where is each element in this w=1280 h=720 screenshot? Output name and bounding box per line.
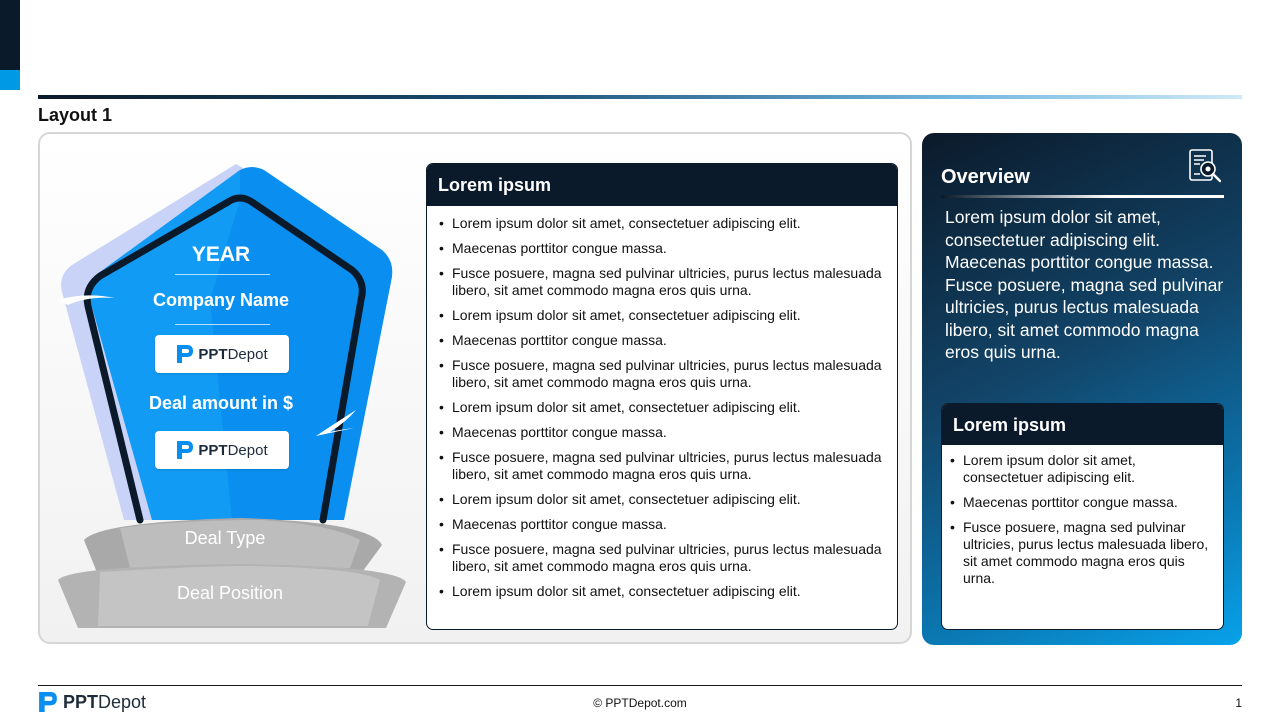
list-item: • Fusce posuere, magna sed pulvinar ultricies, purus lectus malesuada libero, sit amet commodo magna eros quis urna.	[452, 449, 885, 483]
list-card-title: Lorem ipsum	[427, 164, 897, 206]
list-item: • Maecenas porttitor congue massa.	[452, 424, 885, 441]
trophy-divider-top	[175, 274, 270, 275]
trophy-logo-bottom	[155, 431, 289, 469]
list-item: • Maecenas porttitor congue massa.	[452, 516, 885, 533]
trophy-divider-middle	[175, 324, 270, 325]
pptdepot-logo-icon	[176, 344, 194, 364]
footer-divider	[38, 685, 1242, 686]
trophy-deal-type: Deal Type	[184, 528, 266, 548]
trophy-logo-top	[155, 335, 289, 373]
list-item: • Lorem ipsum dolor sit amet, consectetuer adipiscing elit.	[452, 307, 885, 324]
logo-text: PPTDepot	[198, 441, 268, 459]
document-search-icon	[1186, 148, 1224, 186]
overview-sub-card	[941, 403, 1224, 630]
list-item: • Lorem ipsum dolor sit amet, consectetuer adipiscing elit.	[452, 215, 885, 232]
page-number: 1	[1235, 696, 1242, 710]
list-item: • Maecenas porttitor congue massa.	[963, 494, 1213, 511]
sub-card-list	[942, 445, 1223, 587]
trophy-deal-position: Deal Position	[176, 583, 284, 603]
pptdepot-logo-icon	[38, 690, 58, 714]
logo-text: PPTDepot	[198, 345, 268, 363]
overview-divider	[941, 195, 1224, 198]
overview-title: Overview	[941, 166, 1030, 188]
overview-body: Lorem ipsum dolor sit amet, consectetuer adipiscing elit. Maecenas porttitor congue massa. Fusce posuere, magna sed pulvinar ultricies, purus lectus malesuada libero, sit amet commodo magna eros quis urna.	[945, 207, 1224, 362]
trophy-deal-amount: Deal amount in $	[148, 393, 294, 413]
logo-text: PPTDepot	[63, 691, 147, 712]
trophy-company-name: Company Name	[152, 290, 290, 310]
bullet-list	[427, 206, 897, 600]
list-item: • Fusce posuere, magna sed pulvinar ultricies, purus lectus malesuada libero, sit amet commodo magna eros quis urna.	[963, 519, 1213, 587]
list-item: • Fusce posuere, magna sed pulvinar ultricies, purus lectus malesuada libero, sit amet commodo magna eros quis urna.	[452, 541, 885, 575]
footer-logo	[38, 689, 146, 715]
list-item: • Lorem ipsum dolor sit amet, consectetuer adipiscing elit.	[963, 452, 1213, 486]
list-item: • Lorem ipsum dolor sit amet, consectetuer adipiscing elit.	[452, 491, 885, 508]
list-item: • Maecenas porttitor congue massa.	[452, 332, 885, 349]
bullet-list-card	[426, 163, 898, 630]
list-item: • Fusce posuere, magna sed pulvinar ultricies, purus lectus malesuada libero, sit amet commodo magna eros quis urna.	[452, 357, 885, 391]
overview-panel	[922, 133, 1242, 645]
list-item: • Lorem ipsum dolor sit amet, consectetuer adipiscing elit.	[452, 399, 885, 416]
layout-title: Layout 1	[38, 105, 113, 125]
trophy-year: YEAR	[191, 243, 251, 266]
list-item: • Maecenas porttitor congue massa.	[452, 240, 885, 257]
list-item: • Fusce posuere, magna sed pulvinar ultricies, purus lectus malesuada libero, sit amet commodo magna eros quis urna.	[452, 265, 885, 299]
list-item: • Lorem ipsum dolor sit amet, consectetuer adipiscing elit.	[452, 583, 885, 600]
pptdepot-logo-icon	[176, 440, 194, 460]
sub-card-title: Lorem ipsum	[942, 404, 1223, 445]
footer-copyright: © PPTDepot.com	[593, 696, 687, 710]
